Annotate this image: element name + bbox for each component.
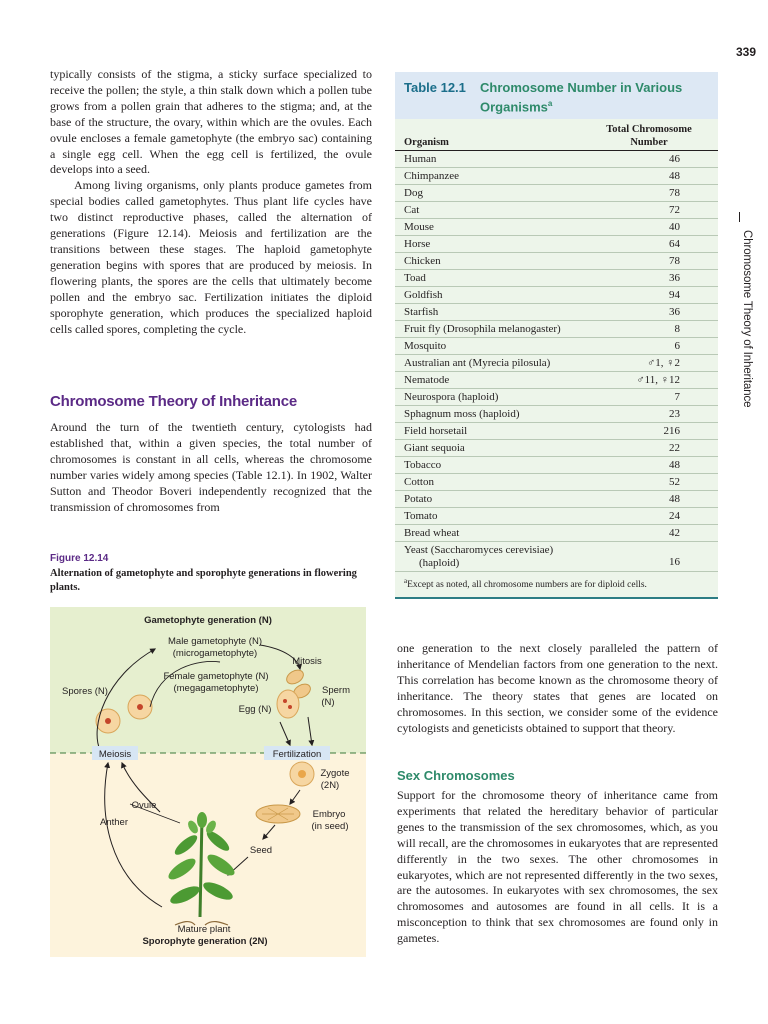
egg-label: Egg (N): [238, 704, 272, 715]
sperm-nucleus-1: [283, 699, 287, 703]
organism-name: Cat: [404, 204, 420, 216]
running-head-rule: [739, 212, 740, 222]
table-row: [395, 202, 718, 219]
meiosis-label: Meiosis: [98, 749, 132, 760]
organism-name: Horse: [404, 238, 431, 250]
table-row: [395, 270, 718, 287]
table-row: [395, 406, 718, 423]
table-cell-organism: [404, 204, 419, 216]
table-cell-number: 23: [669, 408, 680, 420]
table-row: [395, 423, 718, 440]
table-row: [395, 253, 718, 270]
table-row: [395, 185, 718, 202]
table-cell-organism: [404, 510, 437, 522]
organism-name: Fruit fly (Drosophila melanogaster): [404, 323, 561, 335]
fertilization-label: Fertilization: [272, 749, 322, 760]
table-title-footnote-mark: a: [547, 99, 553, 108]
table-cell-number: 48: [669, 493, 680, 505]
table-number: Table 12.1: [404, 80, 466, 95]
table-cell-organism: [404, 323, 561, 335]
microgametophyte-label: (microgametophyte): [172, 648, 258, 659]
table-header-band: [395, 72, 718, 119]
table-cell-number: 36: [669, 272, 680, 284]
mitosis-label: Mitosis: [292, 656, 322, 667]
chromosome-table: [395, 72, 718, 599]
table-row: [395, 321, 718, 338]
sporophyte-title: Sporophyte generation (2N): [142, 936, 268, 947]
table-title-text: Chromosome Number in Various Organisms: [480, 80, 683, 115]
sperm-nucleus-2: [288, 705, 292, 709]
table-footnote-text: Except as noted, all chromosome numbers are for diploid cells.: [407, 580, 647, 591]
col-header-total-line1: Total Chromosome: [606, 124, 692, 135]
table-cell-number: 36: [669, 306, 680, 318]
organism-name: Dog: [404, 187, 423, 199]
seed-label: Seed: [249, 845, 273, 856]
table-row: [395, 287, 718, 304]
table-row: [395, 474, 718, 491]
in-seed-label: (in seed): [311, 821, 349, 832]
organism-name: Field horsetail: [404, 425, 468, 437]
table-row: [395, 236, 718, 253]
table-cell-organism: [404, 425, 467, 437]
organism-name: Neurospora (haploid): [404, 391, 499, 403]
mature-plant-label: Mature plant: [177, 924, 231, 935]
table-cell-organism: [404, 408, 520, 420]
table-cell-number: 42: [669, 527, 680, 539]
table-cell-number: 46: [669, 153, 680, 165]
paragraph-2: Among living organisms, only plants produce gametes from special bodies called gametophytes. Thus plant life cycles have two distinct reproductive phases, called the alternation of generations (Figure 12.14). Meiosis and fertilization are the transitions between these stages. The haploid gametophyte generation begins with spores that are produced by meiosis. In flowering plants, the spores are the cells that ultimately become pollen and the embryo sac. Fertilization initiates the diploid sporophyte generation, which produces the specialized haploid cells called spores, completing the cycle.: [50, 178, 372, 336]
table-cell-organism: [404, 493, 432, 505]
table-cell-number: 6: [674, 340, 680, 352]
table-cell-number: 78: [669, 255, 680, 267]
paragraph-4: one generation to the next closely paralleled the pattern of inheritance of Mendelian factors from one generation to the next. This correlation has become known as the chromosome theory of inheritance. The theory states that genes are located on chromosomes. In this section, we consider some of the evidence cytologists and geneticists obtained to support that theory.: [397, 641, 718, 735]
table-cell-number: ♂11, ♀12: [636, 374, 680, 386]
table-row: [395, 151, 718, 168]
male-gametophyte-label: Male gametophyte (N): [168, 636, 262, 647]
organism-name: Toad: [404, 272, 426, 284]
organism-name: Mouse: [404, 221, 434, 233]
table-cell-organism: [404, 459, 441, 471]
section-heading: Chromosome Theory of Inheritance: [50, 393, 297, 410]
table-cell-number: 40: [669, 221, 680, 233]
table-cell-organism: [404, 238, 430, 250]
table-cell-number: 7: [674, 391, 680, 403]
running-head: [731, 212, 753, 412]
table-row-rule: [395, 571, 718, 572]
right-column-bottom: [397, 788, 718, 947]
figure-caption: Alternation of gametophyte and sporophyte generations in flowering plants.: [50, 568, 357, 593]
page-number: 339: [735, 45, 756, 59]
col-header-total: [589, 124, 709, 149]
organism-name: Cotton: [404, 476, 434, 488]
female-gametophyte-label: Female gametophyte (N): [163, 671, 269, 682]
spores-label: Spores (N): [62, 686, 108, 697]
table-row: [395, 525, 718, 542]
life-cycle-diagram: [50, 607, 366, 957]
table-row: [395, 304, 718, 321]
organism-name: Giant sequoia: [404, 442, 465, 454]
table-cell-number: 72: [669, 204, 680, 216]
table-cell-organism: [404, 255, 441, 267]
table-cell-number: 16: [669, 556, 680, 568]
table-row: [395, 168, 718, 185]
spore-cell-2-core: [137, 704, 143, 710]
table-row: [395, 372, 718, 389]
sperm-label: Sperm: [322, 685, 350, 696]
left-column-top: [50, 67, 372, 337]
table-cell-number: 22: [669, 442, 680, 454]
table-cell-organism: [404, 374, 449, 386]
table-row: [395, 542, 718, 572]
organism-name: Tomato: [404, 510, 438, 522]
table-cell-number: 8: [674, 323, 680, 335]
left-column-bottom: [50, 420, 372, 515]
right-column-top: [397, 641, 718, 736]
col-header-organism: Organism: [404, 137, 449, 148]
paragraph-1: typically consists of the stigma, a sticky surface specialized to receive the pollen; the style, a thin stalk down which a pollen tube grows from a pollen grain that adheres to the stigma; and, at the base of the structure, the ovary, within which are the ovules. Each ovule encloses a female gametophyte (the embryo sac) containing a single egg cell. When the egg cell is fertilized, the ovule develops into a seed.: [50, 67, 372, 177]
organism-name: Nematode: [404, 374, 450, 386]
zygote-nucleus: [298, 770, 306, 778]
figure-label: Figure 12.14: [50, 553, 109, 564]
spore-cell-1-core: [105, 718, 111, 724]
table-cell-organism: [404, 391, 498, 403]
sperm-cell: [277, 690, 299, 718]
table-row: [395, 338, 718, 355]
organism-name: Australian ant (Myrecia pilosula): [404, 357, 551, 369]
table-cell-number: 94: [669, 289, 680, 301]
anther-label: Anther: [100, 817, 128, 828]
organism-name: Chimpanzee: [404, 170, 459, 182]
table-cell-number: ♂1, ♀2: [647, 357, 680, 369]
sperm-n-label: (N): [321, 697, 335, 708]
table-cell-organism: [404, 187, 423, 199]
organism-name: Mosquito: [404, 340, 447, 352]
table-row: [395, 440, 718, 457]
zygote-label: Zygote: [320, 768, 350, 779]
paragraph-3: Around the turn of the twentieth century, cytologists had established that, within a given species, the total number of chromosomes is constant in all cells, whereas the chromosome number varies widely among species (Table 12.1). In 1902, Walter Sutton and Theodor Boveri independently recognized that the transmission of chromosomes from: [50, 420, 372, 514]
table-row: [395, 219, 718, 236]
embryo-label: Embryo: [312, 809, 346, 820]
table-cell-organism: [404, 272, 426, 284]
table-cell-organism: [404, 170, 459, 182]
zygote-2n-label: (2N): [320, 780, 340, 791]
ovule-label: Ovule: [131, 800, 157, 811]
organism-name-line2: (haploid): [419, 556, 460, 569]
organism-name: Tobacco: [404, 459, 442, 471]
table-cell-organism: [404, 340, 446, 352]
col-header-total-line2: Number: [630, 136, 668, 148]
table-cell-organism: [404, 289, 443, 301]
table-cell-organism: [404, 527, 459, 539]
table-row: [395, 491, 718, 508]
table-cell-number: 52: [669, 476, 680, 488]
organism-name: Human: [404, 153, 437, 165]
table-row: [395, 389, 718, 406]
table-cell-organism: [404, 306, 438, 318]
organism-name: Bread wheat: [404, 527, 460, 539]
table-footnote: [404, 577, 647, 590]
table-cell-organism: [404, 357, 550, 369]
table-cell-number: 48: [669, 459, 680, 471]
table-title: [480, 80, 700, 115]
table-row: [395, 457, 718, 474]
organism-name: Chicken: [404, 255, 441, 267]
running-head-text: Chromosome Theory of Inheritance: [741, 230, 753, 408]
table-cell-number: 24: [669, 510, 680, 522]
table-cell-number: 48: [669, 170, 680, 182]
table-cell-organism: [404, 221, 434, 233]
table-cell-number: 216: [663, 425, 680, 437]
gametophyte-title: Gametophyte generation (N): [144, 615, 272, 626]
megagametophyte-label: (megagametophyte): [173, 683, 259, 694]
table-footnote-mark: a: [404, 577, 408, 585]
table-cell-number: 78: [669, 187, 680, 199]
subsection-heading: Sex Chromosomes: [397, 768, 515, 783]
organism-name: Potato: [404, 493, 433, 505]
table-row: [395, 508, 718, 525]
organism-name: Sphagnum moss (haploid): [404, 408, 520, 420]
organism-name: Goldfish: [404, 289, 443, 301]
paragraph-5: Support for the chromosome theory of inheritance came from experiments that related the hereditary behavior of particular genes to the transmission of the sex chromosomes, which, as you will recall, are the chromosomes in eukaryotes that are represented differently in the two sexes. The other chromosomes in eukaryotes, which are not represented differently in the two sexes, are the autosomes. In eukaryotes with sex chromosomes, the sex chromosomes and autosomes are found in all cells. It is a misconception to think that sex chromosomes are found only in gametes.: [397, 788, 718, 946]
organism-name: Starfish: [404, 306, 439, 318]
table-cell-organism: [404, 476, 434, 488]
table-cell-organism: [404, 442, 465, 454]
table-cell-number: 64: [669, 238, 680, 250]
table-cell-organism: [404, 544, 553, 569]
organism-name: Yeast (Saccharomyces cerevisiae): [404, 544, 554, 556]
table-row: [395, 355, 718, 372]
table-cell-organism: [404, 153, 436, 165]
